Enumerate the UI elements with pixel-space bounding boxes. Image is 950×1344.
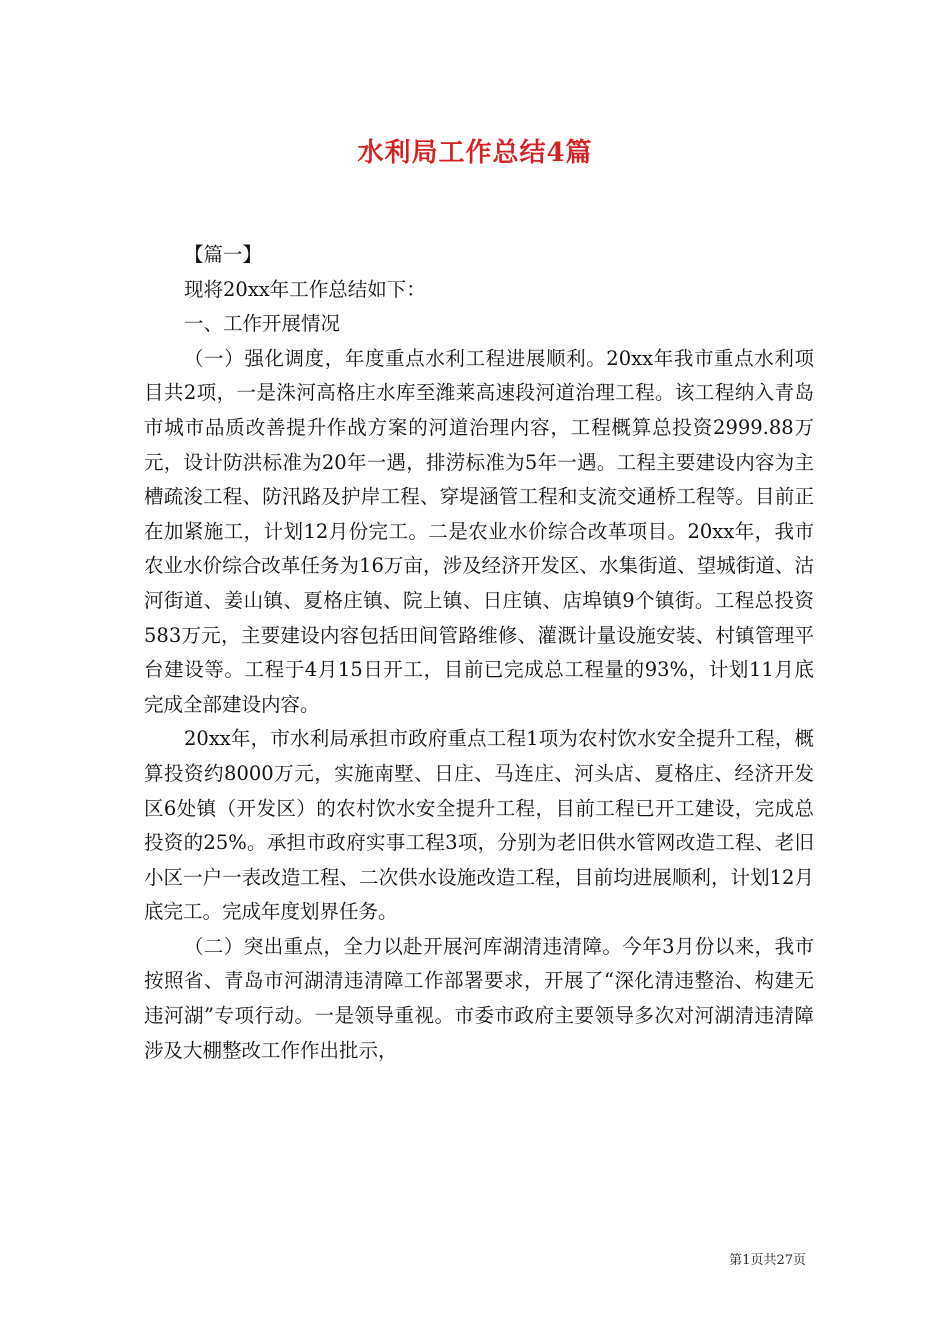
section-heading: 一、工作开展情况 — [184, 312, 341, 336]
page-number-footer: 第1页共27页 — [729, 1253, 806, 1268]
section-label: 【篇一】 — [184, 243, 263, 266]
paragraph: 20xx年，市水利局承担市政府重点工程1项为农村饮水安全提升工程，概算投资约8000万元，实施南墅、日庄、马连庄、河头店、夏格庄、经济开发区6处镇（开发区）的农村饮水安全提升工程，目前工程已开工建设，完成总投资的25%。承担市政府实事工程3项，分别为老旧供水管网改造工程、老旧小区一户一表改造工程、二次供水设施改造工程，目前均进展顺利，计划12月底完工。完成年度划界任务。 — [144, 727, 814, 924]
document-title: 水利局工作总结4篇 — [357, 138, 593, 168]
paragraph: （一）强化调度，年度重点水利工程进展顺利。20xx年我市重点水利项目共2项，一是洙河高格庄水库至潍莱高速段河道治理工程。该工程纳入青岛市城市品质改善提升作战方案的河道治理内容，工程概算总投资2999.88万元，设计防洪标准为20年一遇，排涝标准为5年一遇。工程主要建设内容为主槽疏浚工程、防汛路及护岸工程、穿堤涵管工程和支流交通桥工程等。目前正在加紧施工，计划12月份完工。二是农业水价综合改革项目。20xx年，我市农业水价综合改革任务为16万亩，涉及经济开发区、水集街道、望城街道、沽河街道、姜山镇、夏格庄镇、院上镇、日庄镇、店埠镇9个镇街。工程总投资583万元，主要建设内容包括田间管路维修、灌溉计量设施安装、村镇管理平台建设等。工程于4月15日开工，目前已完成总工程量的93%，计划11月底完成全部建设内容。 — [144, 346, 814, 716]
intro-line: 现将20xx年工作总结如下： — [184, 277, 426, 301]
paragraph: （二）突出重点，全力以赴开展河库湖清违清障。今年3月份以来，我市按照省、青岛市河湖清违清障工作部署要求，开展了“深化清违整治、构建无违河湖”专项行动。一是领导重视。市委市政府主要领导多次对河湖清违清障涉及大棚整改工作作出批示， — [144, 934, 814, 1062]
document-body — [144, 238, 814, 1068]
